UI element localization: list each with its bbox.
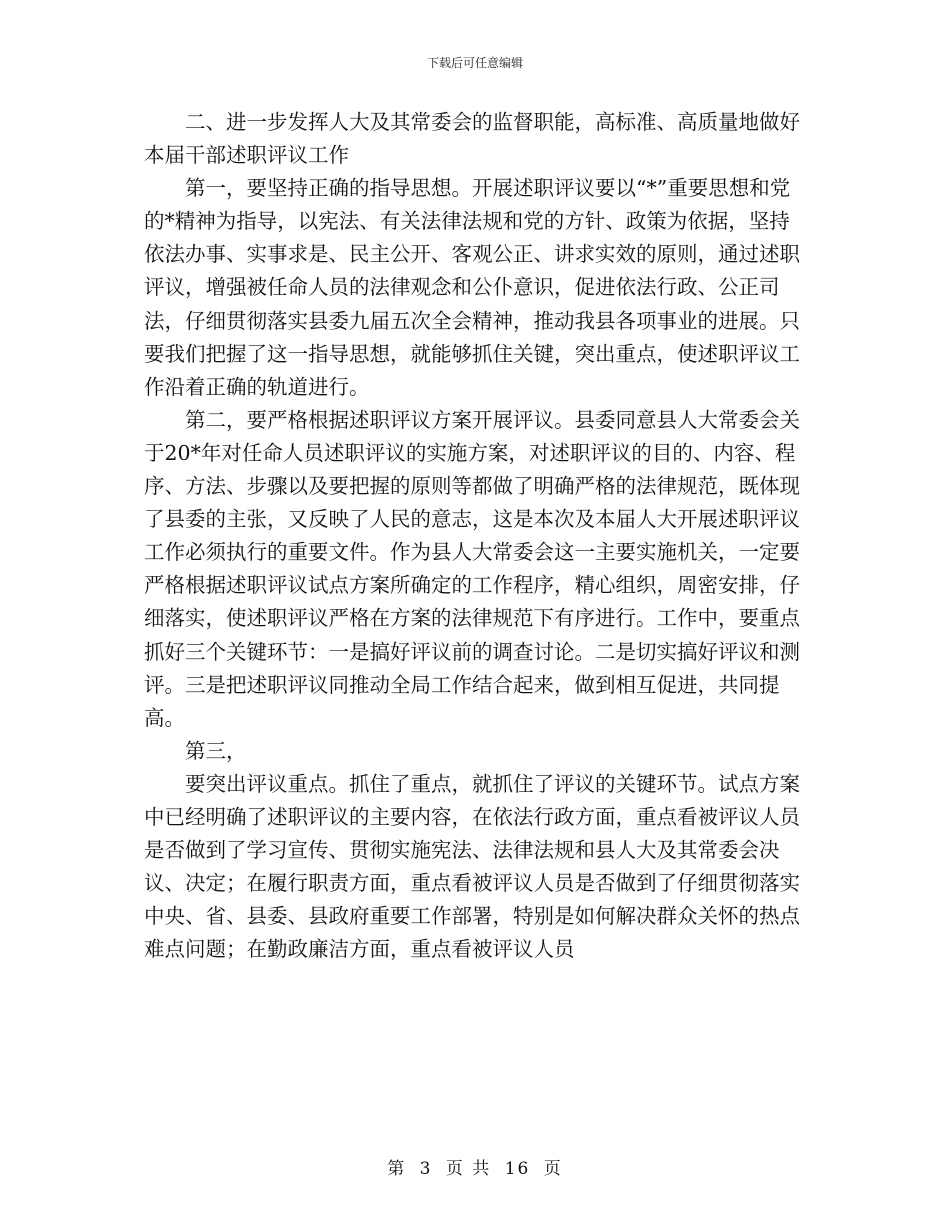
header-note: 下载后可任意编辑 [426, 56, 523, 70]
footer-prefix: 第 [387, 1159, 407, 1179]
section-heading: 二、进一步发挥人大及其常委会的监督职能，高标准、高质量地做好本届干部述职评议工作 [144, 110, 800, 168]
paragraph-third-label: 第三， [185, 738, 247, 763]
footer-middle: 页 共 [445, 1159, 492, 1179]
paragraph-third-body: 要突出评议重点。抓住了重点，就抓住了评议的关键环节。试点方案中已经明确了述职评议的主要内容，在依法行政方面，重点看被评议人员是否做到了学习宣传、贯彻实施宪法、法律法规和县人大及其常委会决议、决定；在履行职责方面，重点看被评议人员是否做到了仔细贯彻落实中央、省、县委、县政府重要工作部署，特别是如何解决群众关怀的热点难点问题；在勤政廉洁方面，重点看被评议人员 [144, 771, 800, 962]
footer-suffix: 页 [543, 1159, 563, 1179]
paragraph-second: 第二，要严格根据述职评议方案开展评议。县委同意县人大常委会关于20*年对任命人员述职评议的实施方案，对述职评议的目的、内容、程序、方法、步骤以及要把握的原则等都做了明确严格的法律规范，既体现了县委的主张，又反映了人民的意志，这是本次及本届人大开展述职评议工作必须执行的重要文件。作为县人大常委会这一主要实施机关，一定要严格根据述职评议试点方案所确定的工作程序，精心组织，周密安排，仔细落实，使述职评议严格在方案的法律规范下有序进行。工作中，要重点抓好三个关键环节：一是搞好评议前的调查讨论。二是切实搞好评议和测评。三是把述职评议同推动全局工作结合起来，做到相互促进，共同提高。 [144, 407, 800, 730]
page-footer [0, 1154, 950, 1179]
document-body [144, 106, 810, 966]
footer-page-number: 3 [419, 1159, 433, 1179]
paragraph-first: 第一，要坚持正确的指导思想。开展述职评议要以“*”重要思想和党的*精神为指导，以宪法、有关法律法规和党的方针、政策为依据，坚持依法办事、实事求是、民主公开、客观公正、讲求实效的原则，通过述职评议，增强被任命人员的法律观念和公仆意识，促进依法行政、公正司法，仔细贯彻落实县委九届五次全会精神，推动我县各项事业的进展。只要我们把握了这一指导思想，就能够抓住关键，突出重点，使述职评议工作沿着正确的轨道进行。 [144, 176, 800, 399]
footer-total-pages: 16 [504, 1159, 531, 1179]
